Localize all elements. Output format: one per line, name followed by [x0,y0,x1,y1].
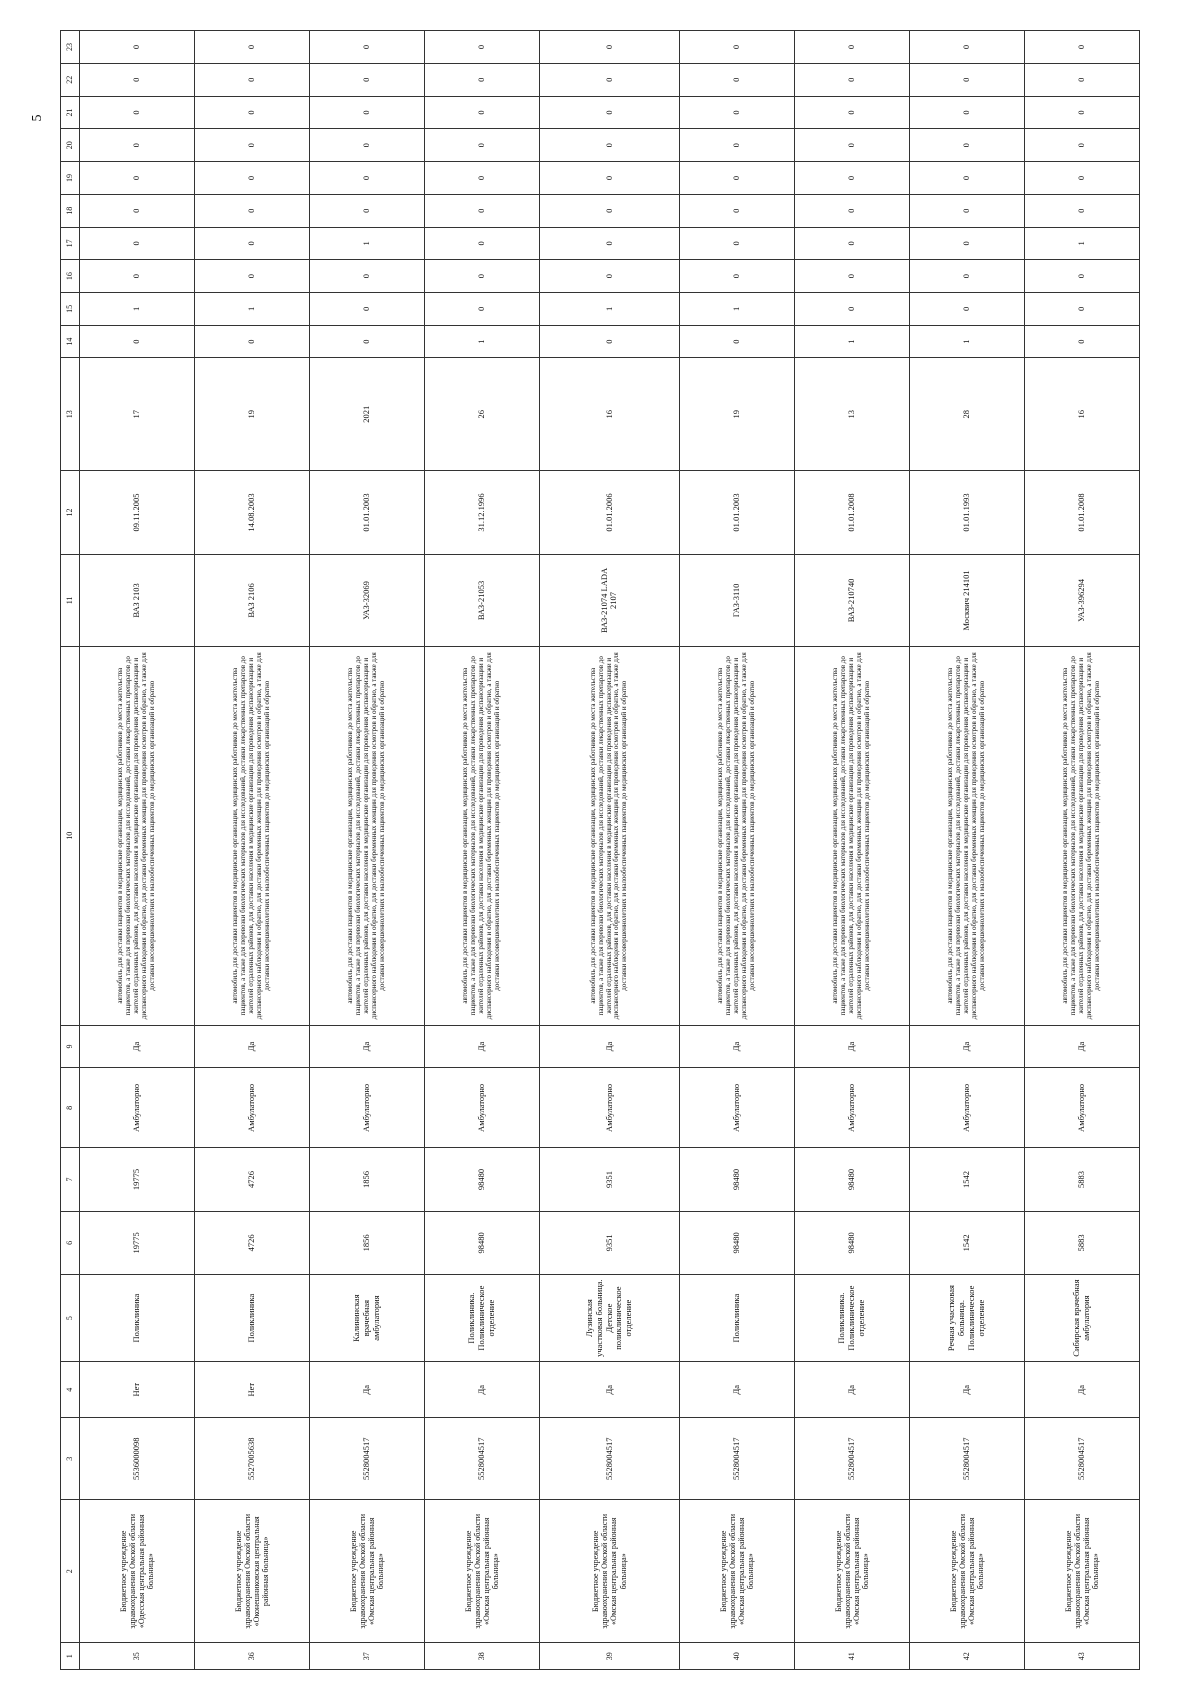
column-header-3: 3 [61,1418,80,1500]
table-cell-col-2: Бюджетное учреждение здравоохранения Омской области «Омская центральная районная больница» [309,1500,424,1643]
table-cell-col-23: 0 [194,31,309,64]
table-cell-col-8: Амбулаторно [80,1068,195,1148]
column-header-23: 23 [61,31,80,64]
table-cell-col-5: Поликлиника. Поликлиническое отделение [424,1275,539,1362]
table-cell-col-1: 35 [80,1643,195,1670]
table-cell-col-13: 13 [795,358,910,471]
table-cell-col-4: Да [1024,1362,1139,1418]
table-cell-col-14: 0 [194,325,309,358]
column-header-4: 4 [61,1362,80,1418]
table-cell-col-17: 0 [80,227,195,260]
table-cell-col-14: 0 [309,325,424,358]
table-cell-col-7: 1542 [910,1148,1025,1211]
table-cell-col-20: 0 [795,129,910,162]
table-cell-col-3: 5528004517 [539,1418,679,1500]
table-cell-col-7: 98480 [795,1148,910,1211]
table-cell-col-13: 16 [539,358,679,471]
table-cell-col-12: 01.01.2003 [309,471,424,555]
table-cell-col-19: 0 [539,162,679,195]
table-cell-col-19: 0 [910,162,1025,195]
table-cell-col-5: Калининская врачебная амбулатория [309,1275,424,1362]
table-cell-col-2: Бюджетное учреждение здравоохранения Омской области «Омская центральная районная больница» [424,1500,539,1643]
column-header-10: 10 [61,646,80,1025]
table-cell-col-11: ВАЗ-21053 [424,554,539,646]
table-cell-col-22: 0 [1024,63,1139,96]
table-cell-col-23: 0 [1024,31,1139,64]
table-cell-col-11: ВАЗ-210740 [795,554,910,646]
table-cell-col-15: 1 [680,293,795,326]
table-cell-col-1: 43 [1024,1643,1139,1670]
table-cell-col-16: 0 [1024,260,1139,293]
table-cell-col-17: 0 [680,227,795,260]
table-cell-col-13: 16 [1024,358,1139,471]
table-cell-col-12: 09.11.2005 [80,471,195,555]
column-header-20: 20 [61,129,80,162]
table-cell-col-11: УАЗ-32069 [309,554,424,646]
table-cell-col-3: 5528004517 [795,1418,910,1500]
table-cell-col-4: Нет [194,1362,309,1418]
table-cell-col-19: 0 [194,162,309,195]
table-cell-col-1: 41 [795,1643,910,1670]
table-cell-col-16: 0 [539,260,679,293]
table-cell-col-10: автомобиль для доставки пациентов в медицинские организации, медицинских работников до места жительства пациентов, а также для перевозки биологических материалов для исследований, доставки лекарственных препаратов до жителей отдаленных районов, для доставки населения в медицинские организации для проведения диспансеризации и диспансерного наблюдения и обратно, для доставки беременных женщин для проведения осмотров и обратно, а также для доставки несовершеннолетних и малообеспеченных пациентов до медицинских организаций и обратно [539,646,679,1025]
page-number: 5 [30,114,45,122]
table-cell-col-2: Бюджетное учреждение здравоохранения Омской области «Омская центральная районная больница» [1024,1500,1139,1643]
table-cell-col-12: 01.01.2008 [1024,471,1139,555]
table-cell-col-12: 01.01.1993 [910,471,1025,555]
table-cell-col-14: 0 [680,325,795,358]
table-row [80,31,195,1670]
table-cell-col-12: 14.08.2003 [194,471,309,555]
column-header-12: 12 [61,471,80,555]
table-cell-col-9: Да [910,1025,1025,1068]
table-cell-col-17: 0 [795,227,910,260]
table-cell-col-1: 42 [910,1643,1025,1670]
table-cell-col-12: 01.01.2006 [539,471,679,555]
table-cell-col-5: Речная участковая больница. Поликлиническое отделение [910,1275,1025,1362]
table-cell-col-18: 0 [80,194,195,227]
table-cell-col-16: 0 [795,260,910,293]
table-cell-col-18: 0 [680,194,795,227]
table-cell-col-21: 0 [539,96,679,129]
column-header-17: 17 [61,227,80,260]
table-cell-col-15: 0 [309,293,424,326]
table-cell-col-13: 19 [194,358,309,471]
table-cell-col-17: 1 [1024,227,1139,260]
table-cell-col-7: 9351 [539,1148,679,1211]
table-cell-col-7: 4726 [194,1148,309,1211]
column-header-13: 13 [61,358,80,471]
table-cell-col-12: 01.01.2003 [680,471,795,555]
table-cell-col-6: 9351 [539,1211,679,1274]
table-cell-col-11: ВАЗ-21074 LADA 2107 [539,554,679,646]
table-cell-col-5: Лузинская участковая больница. Детское поликлиническое отделение [539,1275,679,1362]
table-cell-col-5: Поликлиника [680,1275,795,1362]
table-cell-col-2: Бюджетное учреждение здравоохранения Омской области «Омская центральная районная больница» [680,1500,795,1643]
table-cell-col-11: ГАЗ-3110 [680,554,795,646]
table-cell-col-21: 0 [194,96,309,129]
table-container [60,30,1140,1670]
column-header-7: 7 [61,1148,80,1211]
table-cell-col-10: автомобиль для доставки пациентов в медицинские организации, медицинских работников до места жительства пациентов, а также для перевозки биологических материалов для исследований, доставки лекарственных препаратов до жителей отдаленных районов, для доставки населения в медицинские организации для проведения диспансеризации и диспансерного наблюдения и обратно, для доставки беременных женщин для проведения осмотров и обратно, а также для доставки несовершеннолетних и малообеспеченных пациентов до медицинских организаций и обратно [80,646,195,1025]
table-cell-col-14: 1 [795,325,910,358]
column-header-11: 11 [61,554,80,646]
table-cell-col-13: 2021 [309,358,424,471]
table-cell-col-8: Амбулаторно [309,1068,424,1148]
table-cell-col-13: 17 [80,358,195,471]
table-cell-col-5: Поликлиника [80,1275,195,1362]
table-cell-col-20: 0 [539,129,679,162]
table-cell-col-11: ВАЗ 2106 [194,554,309,646]
table-cell-col-20: 0 [424,129,539,162]
table-cell-col-23: 0 [424,31,539,64]
table-cell-col-23: 0 [910,31,1025,64]
table-cell-col-15: 0 [795,293,910,326]
table-cell-col-4: Да [539,1362,679,1418]
table-cell-col-22: 0 [309,63,424,96]
table-cell-col-18: 0 [424,194,539,227]
table-cell-col-15: 1 [539,293,679,326]
table-cell-col-2: Бюджетное учреждение здравоохранения Омской области «Омская центральная районная больница» [795,1500,910,1643]
table-cell-col-9: Да [424,1025,539,1068]
table-cell-col-2: Бюджетное учреждение здравоохранения Омской области «Омская центральная районная больница» [910,1500,1025,1643]
vehicle-registry-table [60,30,1140,1670]
table-cell-col-1: 40 [680,1643,795,1670]
table-cell-col-1: 36 [194,1643,309,1670]
column-header-19: 19 [61,162,80,195]
table-cell-col-6: 98480 [795,1211,910,1274]
table-cell-col-8: Амбулаторно [424,1068,539,1148]
table-cell-col-17: 0 [539,227,679,260]
table-cell-col-6: 98480 [680,1211,795,1274]
table-cell-col-10: автомобиль для доставки пациентов в медицинские организации, медицинских работников до места жительства пациентов, а также для перевозки биологических материалов для исследований, доставки лекарственных препаратов до жителей отдаленных районов, для доставки населения в медицинские организации для проведения диспансеризации и диспансерного наблюдения и обратно, для доставки беременных женщин для проведения осмотров и обратно, а также для доставки несовершеннолетних и малообеспеченных пациентов до медицинских организаций и обратно [795,646,910,1025]
table-cell-col-7: 1856 [309,1148,424,1211]
table-cell-col-11: ВАЗ 2103 [80,554,195,646]
table-cell-col-9: Да [539,1025,679,1068]
table-cell-col-23: 0 [80,31,195,64]
table-cell-col-22: 0 [910,63,1025,96]
table-cell-col-21: 0 [1024,96,1139,129]
table-cell-col-13: 19 [680,358,795,471]
table-cell-col-10: автомобиль для доставки пациентов в медицинские организации, медицинских работников до места жительства пациентов, а также для перевозки биологических материалов для исследований, доставки лекарственных препаратов до жителей отдаленных районов, для доставки населения в медицинские организации для проведения диспансеризации и диспансерного наблюдения и обратно, для доставки беременных женщин для проведения осмотров и обратно, а также для доставки несовершеннолетних и малообеспеченных пациентов до медицинских организаций и обратно [910,646,1025,1025]
table-cell-col-20: 0 [194,129,309,162]
table-cell-col-10: автомобиль для доставки пациентов в медицинские организации, медицинских работников до места жительства пациентов, а также для перевозки биологических материалов для исследований, доставки лекарственных препаратов до жителей отдаленных районов, для доставки населения в медицинские организации для проведения диспансеризации и диспансерного наблюдения и обратно, для доставки беременных женщин для проведения осмотров и обратно, а также для доставки несовершеннолетних и малообеспеченных пациентов до медицинских организаций и обратно [309,646,424,1025]
table-cell-col-14: 0 [539,325,679,358]
table-cell-col-1: 38 [424,1643,539,1670]
table-body [80,31,1140,1670]
table-cell-col-4: Да [795,1362,910,1418]
table-cell-col-21: 0 [795,96,910,129]
table-cell-col-18: 0 [309,194,424,227]
table-cell-col-20: 0 [910,129,1025,162]
table-cell-col-11: Москвич 214101 [910,554,1025,646]
table-cell-col-3: 5536000098 [80,1418,195,1500]
table-cell-col-10: автомобиль для доставки пациентов в медицинские организации, медицинских работников до места жительства пациентов, а также для перевозки биологических материалов для исследований, доставки лекарственных препаратов до жителей отдаленных районов, для доставки населения в медицинские организации для проведения диспансеризации и диспансерного наблюдения и обратно, для доставки беременных женщин для проведения осмотров и обратно, а также для доставки несовершеннолетних и малообеспеченных пациентов до медицинских организаций и обратно [680,646,795,1025]
table-cell-col-19: 0 [795,162,910,195]
column-header-2: 2 [61,1500,80,1643]
table-cell-col-15: 0 [424,293,539,326]
table-cell-col-3: 5528004517 [910,1418,1025,1500]
table-cell-col-21: 0 [424,96,539,129]
table-cell-col-19: 0 [309,162,424,195]
column-header-22: 22 [61,63,80,96]
table-cell-col-23: 0 [680,31,795,64]
table-cell-col-21: 0 [910,96,1025,129]
table-cell-col-22: 0 [539,63,679,96]
column-header-8: 8 [61,1068,80,1148]
table-cell-col-13: 28 [910,358,1025,471]
table-cell-col-7: 5883 [1024,1148,1139,1211]
table-cell-col-19: 0 [1024,162,1139,195]
table-cell-col-3: 5528004517 [424,1418,539,1500]
table-cell-col-21: 0 [309,96,424,129]
table-cell-col-8: Амбулаторно [910,1068,1025,1148]
table-cell-col-20: 0 [309,129,424,162]
table-cell-col-9: Да [1024,1025,1139,1068]
column-header-5: 5 [61,1275,80,1362]
table-cell-col-14: 1 [910,325,1025,358]
table-cell-col-7: 98480 [424,1148,539,1211]
table-cell-col-6: 1542 [910,1211,1025,1274]
table-cell-col-4: Да [309,1362,424,1418]
table-cell-col-22: 0 [424,63,539,96]
table-cell-col-18: 0 [1024,194,1139,227]
table-cell-col-17: 0 [424,227,539,260]
column-header-9: 9 [61,1025,80,1068]
table-cell-col-18: 0 [795,194,910,227]
table-cell-col-4: Да [910,1362,1025,1418]
table-cell-col-2: Бюджетное учреждение здравоохранения Омской области «Оконешниковская центральная районная больница» [194,1500,309,1643]
table-cell-col-14: 0 [80,325,195,358]
table-cell-col-19: 0 [424,162,539,195]
table-cell-col-14: 0 [1024,325,1139,358]
table-cell-col-10: автомобиль для доставки пациентов в медицинские организации, медицинских работников до места жительства пациентов, а также для перевозки биологических материалов для исследований, доставки лекарственных препаратов до жителей отдаленных районов, для доставки населения в медицинские организации для проведения диспансеризации и диспансерного наблюдения и обратно, для доставки беременных женщин для проведения осмотров и обратно, а также для доставки несовершеннолетних и малообеспеченных пациентов до медицинских организаций и обратно [1024,646,1139,1025]
table-row [1024,31,1139,1670]
column-header-15: 15 [61,293,80,326]
table-cell-col-12: 01.01.2008 [795,471,910,555]
table-cell-col-5: Сибирская врачебная амбулатория [1024,1275,1139,1362]
table-cell-col-16: 0 [309,260,424,293]
table-cell-col-3: 5528004517 [309,1418,424,1500]
table-cell-col-13: 26 [424,358,539,471]
table-cell-col-9: Да [80,1025,195,1068]
table-cell-col-8: Амбулаторно [194,1068,309,1148]
table-cell-col-6: 98480 [424,1211,539,1274]
table-cell-col-18: 0 [194,194,309,227]
table-cell-col-7: 98480 [680,1148,795,1211]
table-cell-col-22: 0 [80,63,195,96]
table-cell-col-22: 0 [680,63,795,96]
table-cell-col-8: Амбулаторно [539,1068,679,1148]
table-cell-col-3: 5528004517 [680,1418,795,1500]
column-header-18: 18 [61,194,80,227]
table-cell-col-5: Поликлиника [194,1275,309,1362]
table-cell-col-14: 1 [424,325,539,358]
table-cell-col-6: 4726 [194,1211,309,1274]
table-cell-col-3: 5527005638 [194,1418,309,1500]
table-row [194,31,309,1670]
table-cell-col-8: Амбулаторно [680,1068,795,1148]
table-cell-col-1: 39 [539,1643,679,1670]
table-cell-col-4: Да [680,1362,795,1418]
table-cell-col-16: 0 [80,260,195,293]
table-cell-col-16: 0 [194,260,309,293]
table-row [424,31,539,1670]
table-cell-col-9: Да [309,1025,424,1068]
table-cell-col-9: Да [194,1025,309,1068]
table-cell-col-21: 0 [680,96,795,129]
table-cell-col-8: Амбулаторно [795,1068,910,1148]
table-cell-col-7: 19775 [80,1148,195,1211]
table-cell-col-20: 0 [680,129,795,162]
table-cell-col-15: 0 [910,293,1025,326]
table-cell-col-10: автомобиль для доставки пациентов в медицинские организации, медицинских работников до места жительства пациентов, а также для перевозки биологических материалов для исследований, доставки лекарственных препаратов до жителей отдаленных районов, для доставки населения в медицинские организации для проведения диспансеризации и диспансерного наблюдения и обратно, для доставки беременных женщин для проведения осмотров и обратно, а также для доставки несовершеннолетних и малообеспеченных пациентов до медицинских организаций и обратно [194,646,309,1025]
table-cell-col-16: 0 [680,260,795,293]
table-cell-col-17: 1 [309,227,424,260]
table-cell-col-11: УАЗ-396294 [1024,554,1139,646]
table-cell-col-23: 0 [795,31,910,64]
table-cell-col-19: 0 [80,162,195,195]
table-cell-col-9: Да [680,1025,795,1068]
table-cell-col-5: Поликлиника. Поликлиническое отделение [795,1275,910,1362]
table-cell-col-20: 0 [80,129,195,162]
table-cell-col-16: 0 [910,260,1025,293]
column-header-1: 1 [61,1643,80,1670]
table-cell-col-20: 0 [1024,129,1139,162]
table-cell-col-6: 19775 [80,1211,195,1274]
table-cell-col-2: Бюджетное учреждение здравоохранения Омской области «Омская центральная районная больница» [539,1500,679,1643]
table-cell-col-4: Да [424,1362,539,1418]
table-cell-col-4: Нет [80,1362,195,1418]
table-row [910,31,1025,1670]
table-cell-col-17: 0 [194,227,309,260]
table-cell-col-18: 0 [910,194,1025,227]
table-cell-col-10: автомобиль для доставки пациентов в медицинские организации, медицинских работников до места жительства пациентов, а также для перевозки биологических материалов для исследований, доставки лекарственных препаратов до жителей отдаленных районов, для доставки населения в медицинские организации для проведения диспансеризации и диспансерного наблюдения и обратно, для доставки беременных женщин для проведения осмотров и обратно, а также для доставки несовершеннолетних и малообеспеченных пациентов до медицинских организаций и обратно [424,646,539,1025]
table-cell-col-8: Амбулаторно [1024,1068,1139,1148]
rotated-table-frame [60,30,1140,1670]
table-cell-col-6: 1856 [309,1211,424,1274]
table-cell-col-6: 5883 [1024,1211,1139,1274]
table-row [795,31,910,1670]
table-cell-col-12: 31.12.1996 [424,471,539,555]
table-cell-col-22: 0 [194,63,309,96]
column-header-14: 14 [61,325,80,358]
column-header-16: 16 [61,260,80,293]
table-row [539,31,679,1670]
table-cell-col-15: 1 [80,293,195,326]
table-cell-col-18: 0 [539,194,679,227]
table-cell-col-15: 0 [1024,293,1139,326]
table-cell-col-1: 37 [309,1643,424,1670]
column-header-6: 6 [61,1211,80,1274]
table-cell-col-9: Да [795,1025,910,1068]
table-cell-col-21: 0 [80,96,195,129]
table-cell-col-23: 0 [539,31,679,64]
table-row [680,31,795,1670]
table-cell-col-17: 0 [910,227,1025,260]
table-cell-col-23: 0 [309,31,424,64]
table-cell-col-19: 0 [680,162,795,195]
column-number-row [61,31,80,1670]
column-header-21: 21 [61,96,80,129]
table-cell-col-2: Бюджетное учреждение здравоохранения Омской области «Одесская центральная районная больница» [80,1500,195,1643]
table-cell-col-3: 5528004517 [1024,1418,1139,1500]
table-cell-col-15: 1 [194,293,309,326]
table-cell-col-22: 0 [795,63,910,96]
table-row [309,31,424,1670]
table-cell-col-16: 0 [424,260,539,293]
